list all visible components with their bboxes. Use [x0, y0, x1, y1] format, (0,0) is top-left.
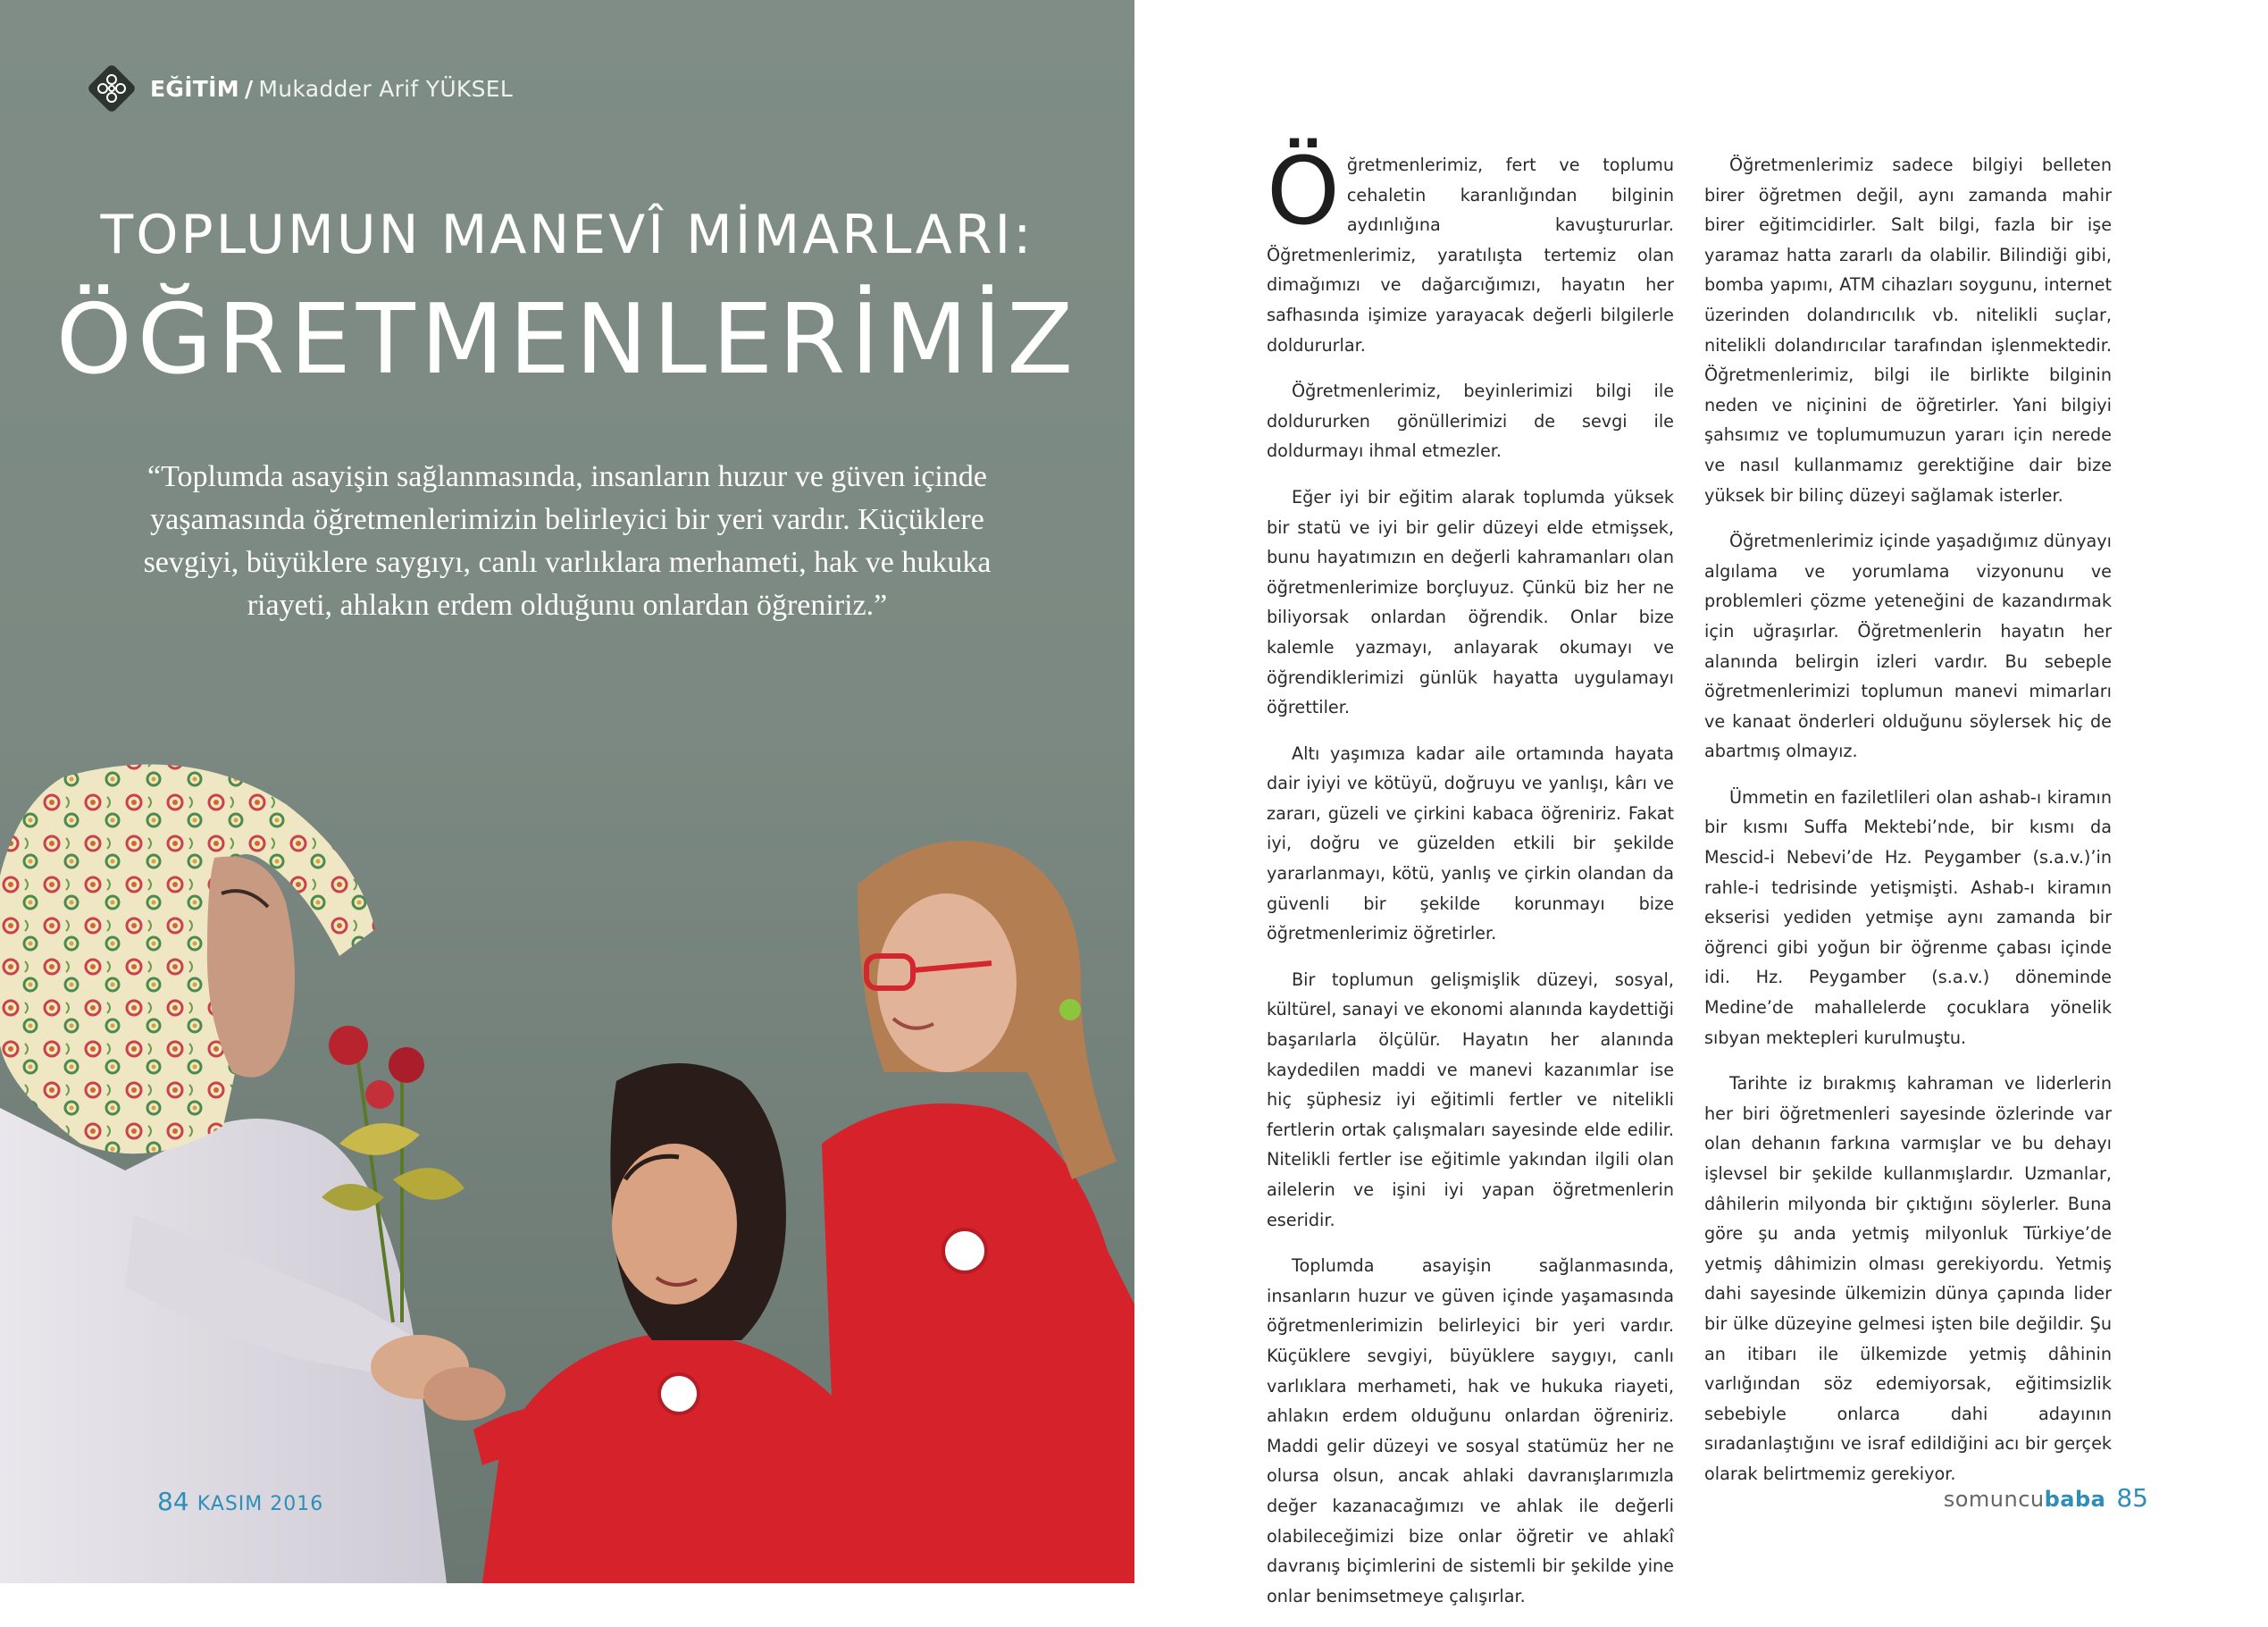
- article-title-line1: TOPLUMUN MANEVÎ MİMARLARI:: [100, 204, 1034, 266]
- article-paragraph: Öğretmenlerimiz sadece bilgiyi belleten birer öğretmen değil, aynı zamanda mahir birer eğitimcidirler. Salt bilgi, fazla bir işe yaramaz hatta zararlı da olabilir. Bilindiği gibi, bomba yapımı, ATM cihazları soygunu, internet üzerinden dolandırıcılık vb. nitelikli suçlar, nitelikli dolandırıcılar tarafından işlenmektedir. Öğretmenlerimiz, bilgi ile birlikte bilginin neden ve niçinini de öğretirler. Yani bilgiyi şahsımız ve toplumumuzun yararı için nerede ve nasıl kullanmamız gerektiğine dair bize yüksek bir bilinç düzeyi sağlamak isterler.: [1704, 155, 2112, 506]
- right-folio: [1944, 1483, 2148, 1513]
- header-separator: /: [244, 75, 254, 102]
- article-column-2: [1704, 150, 2112, 1505]
- issue-date: KASIM 2016: [197, 1493, 324, 1515]
- left-page-number: 84: [157, 1487, 189, 1516]
- drop-cap: Ö: [1267, 137, 1340, 246]
- article-title-line2: ÖĞRETMENLERİMİZ: [55, 284, 1079, 396]
- article-paragraph: [1267, 137, 1674, 360]
- paragraph-text: ğretmenlerimiz, fert ve toplumu cehaletin karanlığından bilginin aydınlığına kavuştururlar. Öğretmenlerimiz, yaratılışta tertemiz olan dimağımızı ve dağarcığımızı, hayatın her safhasında işimize yarayacak değerli bilgilerle doldururlar.: [1267, 155, 1674, 356]
- magazine-brand: [1944, 1487, 2106, 1512]
- article-paragraph: Toplumda asayişin sağlanmasında, insanların huzur ve güven içinde yaşamasında öğretmenlerimizin belirleyici bir yeri vardır. Küçüklere sevgiyi, büyüklere saygıyı, canlı varlıklara merhameti, hak ve hukuka riayeti, ahlakın erdem olduğunu onlardan öğreniriz. Maddi gelir düzeyi ve sosyal statümüz her ne olursa olsun, ancak ahlaki davranışlarımızla değer kazanacağımızı ve ahlak ile değerli olabileceğimizi bize onlar öğretir ve ahlakî davranış biçimlerini de sistemli bir şekilde yine onlar benimsetmeye çalışırlar.: [1267, 1255, 1674, 1606]
- right-page: [1134, 0, 2268, 1606]
- brand-bold: baba: [2044, 1487, 2106, 1512]
- header-text: [150, 76, 513, 102]
- section-header: [86, 63, 513, 114]
- article-paragraph: Tarihte iz bırakmış kahraman ve liderlerin her biri öğretmenleri sayesinde özlerinde var olan dehanın farkına varmışlar ve bu dehayı işlevsel bir şekilde kullanmışlardır. Uzmanlar, dâhilerin milyonda bir çıktığını söylerler. Buna göre şu anda yetmiş milyonluk Türkiye’de yetmiş dâhimizin olması gerekiyordu. Yetmiş dahi sayesinde ülkemizin dünya çapında lider bir ülke düzeyine gelmesi işten bile değildir. Şu an itibarı ile ülkemizde yetmiş dâhinin varlığından söz edemiyorsak, eğitimsizlik sebebiyle onlarca dahi adayının sıradanlaştığını ve israf edildiğini acı bir gerçek olarak belirtmemiz gerekiyor.: [1704, 1073, 2112, 1484]
- article-paragraph: Altı yaşımıza kadar aile ortamında hayata dair iyiyi ve kötüyü, doğruyu ve yanlışı, kârı ve zararı, güzeli ve çirkini kabaca öğreniriz. Fakat iyi, doğru ve güzelden etkili bir şekilde yararlanmayı, kötü, yanlış ve çirkin olandan da güvenli bir şekilde korunmayı bize öğretmenlerimiz öğretirler.: [1267, 742, 1674, 944]
- left-page: [0, 0, 1134, 1583]
- article-paragraph: Öğretmenlerimiz, beyinlerimizi bilgi ile doldururken gönüllerimizi de sevgi ile doldurmayı ihmal etmezler.: [1267, 381, 1674, 462]
- article-paragraph: Ümmetin en faziletlileri olan ashab-ı kiramın bir kısmı Suffa Mektebi’nde, bir kısmı da Mescid-i Nebevi’de Hz. Peygamber (s.a.v.)’in rahle-i tedrisinde yetişmişti. Ashab-ı kiramın ekserisi yediden yetmişe aynı zamanda bir öğrenci gibi yoğun bir öğrenme çabası içinde idi. Hz. Peygamber (s.a.v.) döneminde Medine’de mahallelerde çocuklara yönelik sıbyan mektepleri kurulmuştu.: [1704, 786, 2112, 1048]
- article-paragraph: Eğer iyi bir eğitim alarak toplumda yüksek bir statü ve iyi bir gelir düzeyi elde etmişsek, bunu hayatımızın en değerli kahramanları olan öğretmenlerimize borçluyuz. Çünkü biz her ne biliyorsak onlardan öğrendik. Onlar bize kalemle yazmayı, anlayarak okumayı ve öğrendiklerimizi günlük hayatta uygulamayı öğrettiler.: [1267, 486, 1674, 718]
- right-page-number: 85: [2116, 1483, 2148, 1513]
- article-paragraph: Bir toplumun gelişmişlik düzeyi, sosyal, kültürel, sanayi ve ekonomi alanında kaydettiği başarılarla ölçülür. Hayatın her alanında kaydedilen maddi ve manevi kazanımlar ise hiç şüphesiz iyi eğitimli fertler ve nitelikli fertlerin ortak çalışmaları sayesinde elde edilir. Nitelikli fertler ise eğitimle yakından ilgili olan ailelerin ve işini iyi yapan öğretmenlerin eseridir.: [1267, 969, 1674, 1230]
- article-paragraph: Öğretmenlerimiz içinde yaşadığımız dünyayı algılama ve yorumlama vizyonunu ve problemleri çözme yeteneğini de kazandırmak için uğraşırlar. Öğretmenlerin hayatın her alanında belirgin izleri vardır. Bu sebeple öğretmenlerimizi toplumun manevi mimarları ve kanaat önderleri olduğunu söylersek hiç de abartmış olmayız.: [1704, 531, 2112, 762]
- pull-quote: “Toplumda asayişin sağlanmasında, insanların huzur ve güven içinde yaşamasında öğretmenlerimizin belirleyici bir yeri vardır. Küçüklere sevgiyi, büyüklere saygıyı, canlı varlıklara merhameti, hak ve hukuka riayeti, ahlakın erdem olduğunu onlardan öğreniriz.”: [143, 460, 992, 622]
- ornament-diamond-icon: [86, 63, 138, 114]
- brand-light: somuncu: [1943, 1487, 2045, 1512]
- teacher-students-photo: [0, 751, 1134, 1583]
- section-label: EĞİTİM: [150, 75, 239, 102]
- article-column-1: [1267, 137, 1674, 1627]
- author-name: Mukadder Arif YÜKSEL: [258, 75, 514, 102]
- left-folio: [157, 1487, 323, 1516]
